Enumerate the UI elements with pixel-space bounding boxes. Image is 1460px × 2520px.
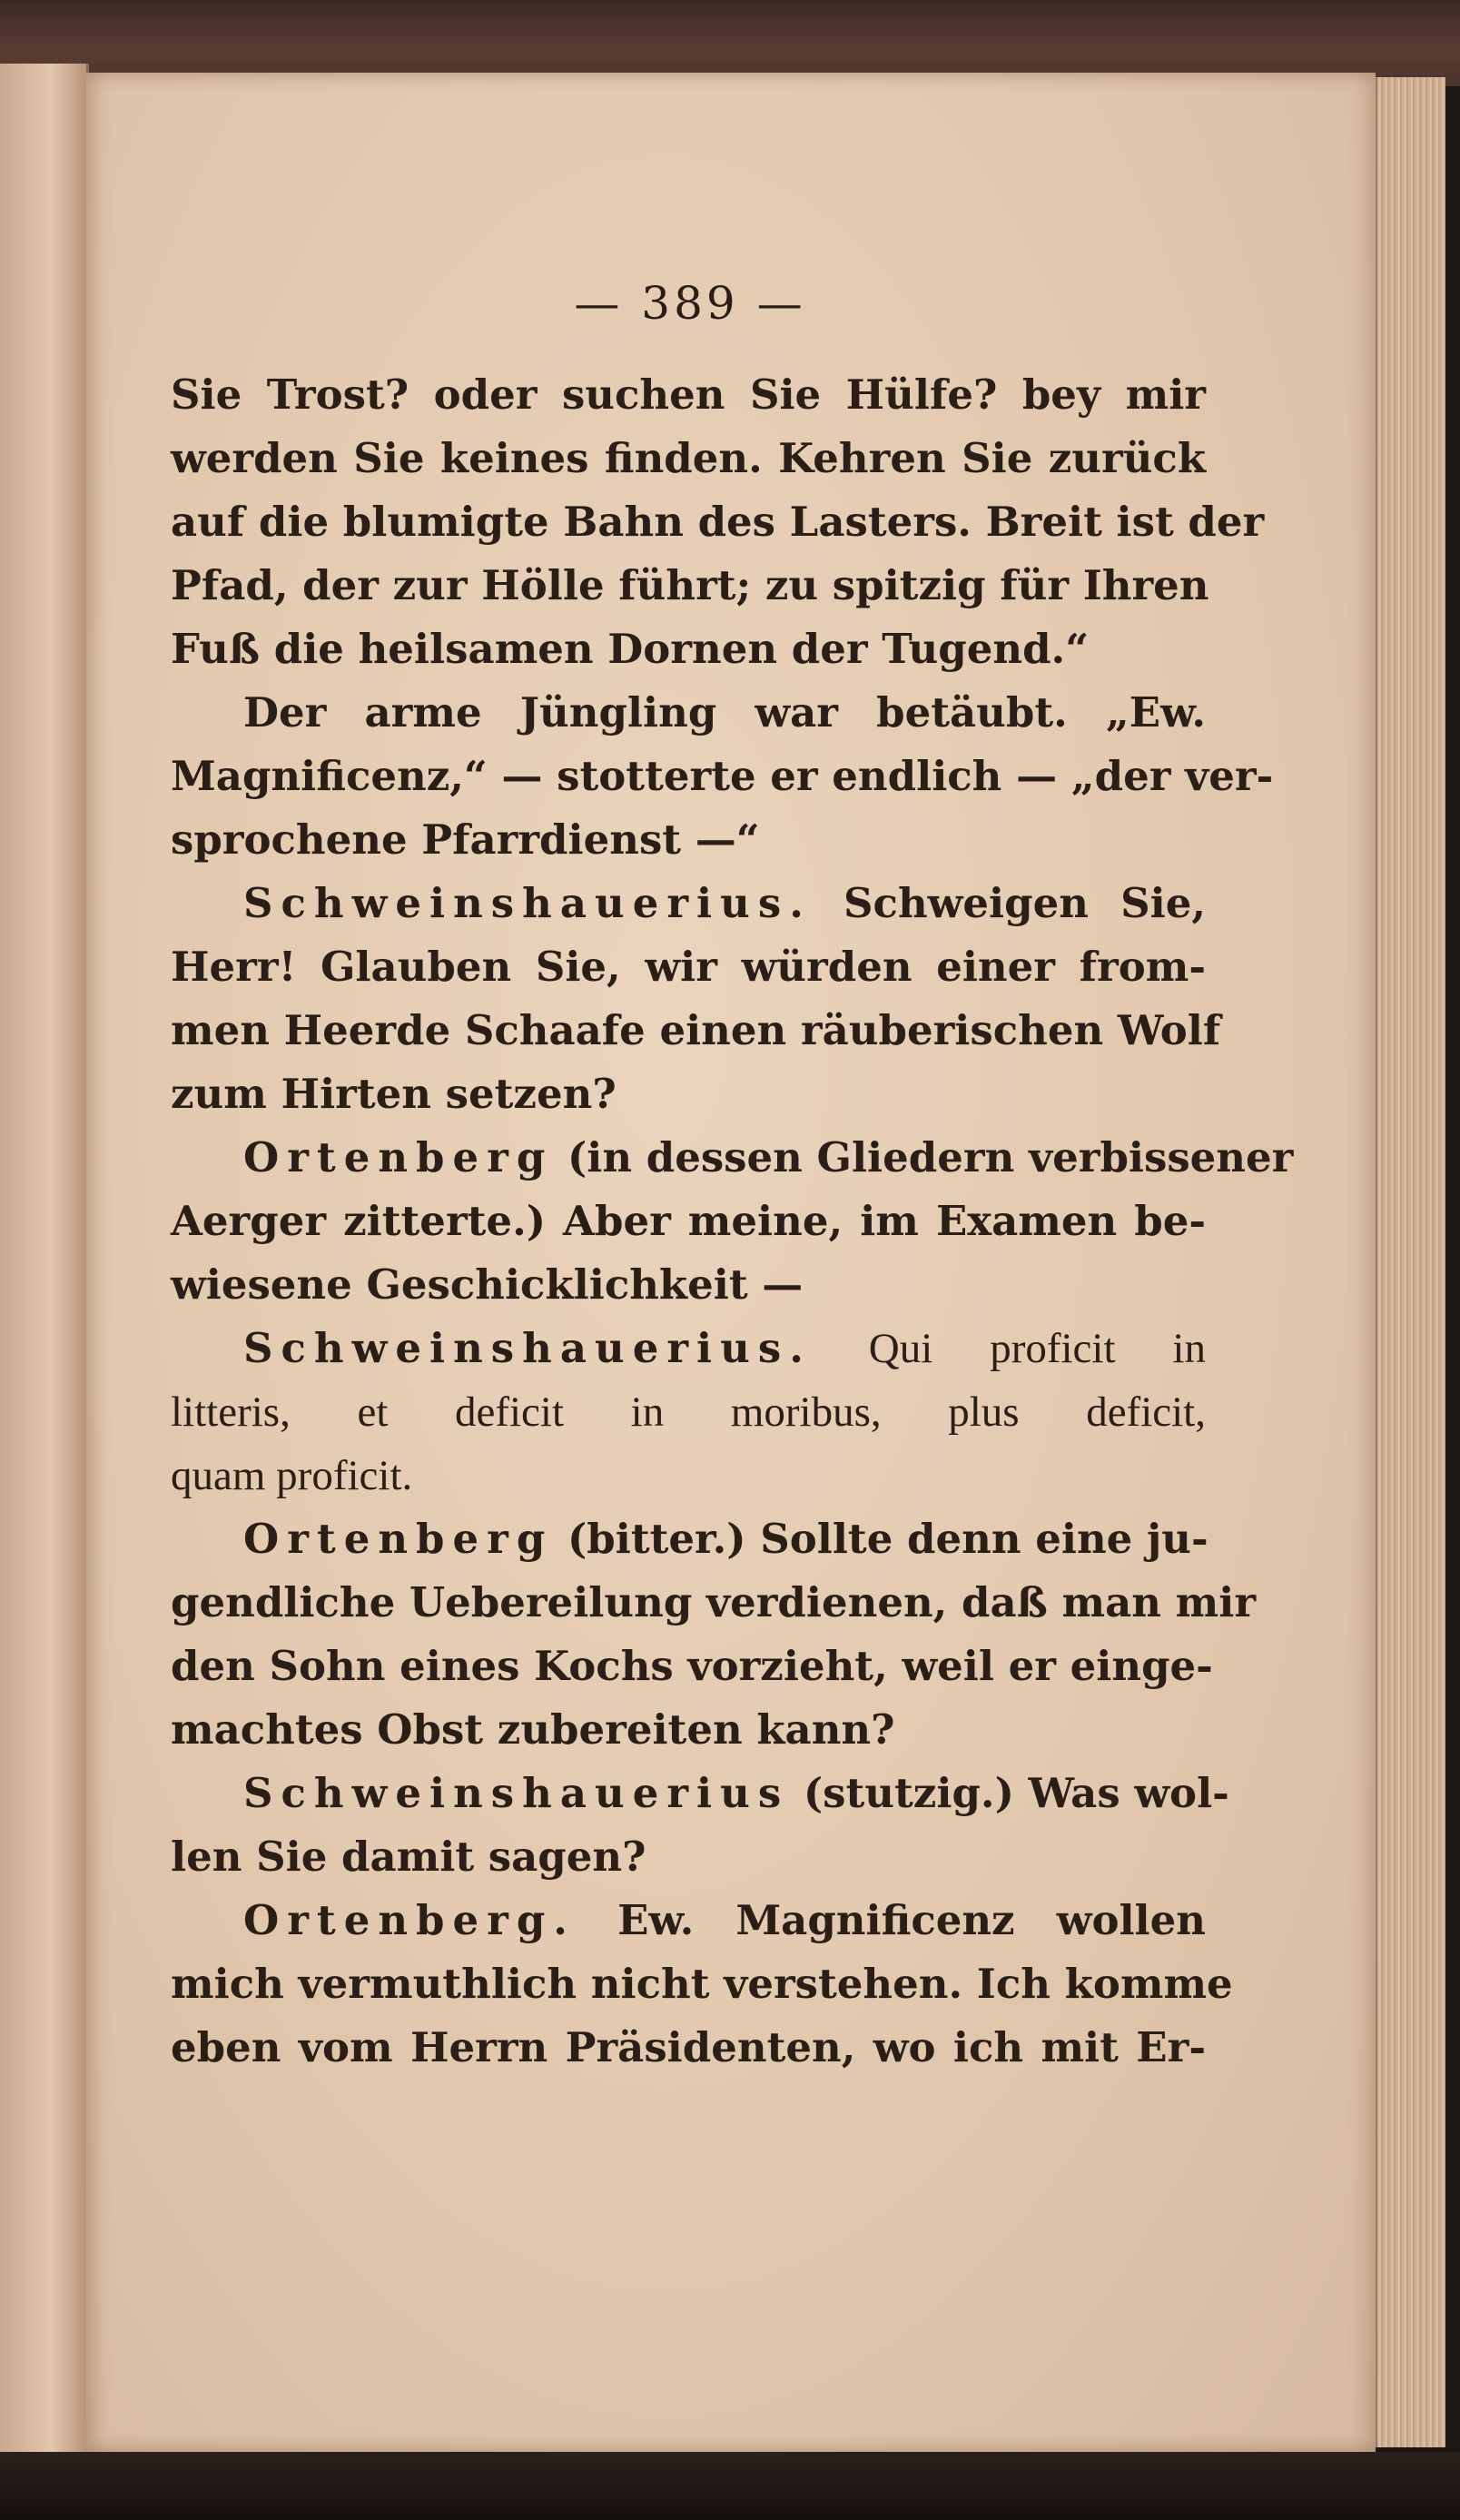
line-text: Aerger zitterte.) Aber meine, im Examen be- [171,1197,1206,1245]
line-text: Ew. Magnificenz wollen [575,1896,1206,1944]
text-line [171,1571,1257,1635]
speaker-name: Ortenberg. [243,1896,576,1944]
line-text: litteris, et deficit in moribus, plus deficit, [171,1388,1206,1436]
text-line [171,999,1221,1062]
text-line [171,1253,1206,1317]
line-text: zum Hirten setzen? [171,1070,617,1118]
line-text: gendliche Uebereilung verdienen, daß man mir [171,1578,1257,1626]
speaker-name: Schweinshauerius [243,1769,790,1817]
text-line [171,1952,1233,2016]
text-line [171,1698,1206,1762]
text-line [171,1889,1206,1952]
line-text: auf die blumigte Bahn des Lasters. Breit ist der [171,498,1265,546]
speaker-name: Schweinshauerius. [243,879,812,927]
text-line [171,745,1274,808]
text-line [171,554,1209,618]
line-text: Herr! Glauben Sie, wir würden einer from- [171,943,1206,991]
line-text: (stutzig.) Was wol- [789,1769,1229,1817]
text-line [171,363,1206,427]
line-text: Magnificenz,“ — stotterte er endlich — „der ver- [171,752,1274,800]
page-edges [1376,77,1445,2447]
text-line [171,1444,1206,1507]
line-text: Pfad, der zur Hölle führt; zu spitzig für Ihren [171,561,1209,609]
text-line [171,1635,1213,1698]
line-text: mich vermuthlich nicht verstehen. Ich komme [171,1960,1233,2008]
text-line [171,1380,1206,1444]
text-line [171,1507,1206,1571]
text-line [171,872,1206,935]
speaker-name: Ortenberg [243,1515,554,1563]
line-text: (in dessen Gliedern verbissener [553,1133,1294,1181]
text-line [171,1190,1206,1253]
text-line [171,427,1206,490]
text-line [171,1062,1206,1126]
speaker-name: Ortenberg [243,1133,554,1181]
text-line [171,2016,1206,2080]
previous-page-edge [0,64,89,2461]
line-text: machtes Obst zubereiten kann? [171,1705,895,1754]
text-line [171,935,1206,999]
text-line [171,808,1206,872]
page-number: — 389 — [574,277,806,330]
line-text: men Heerde Schaafe einen räuberischen Wolf [171,1006,1221,1054]
line-text: Fuß die heilsamen Dornen der Tugend.“ [171,625,1090,673]
line-text: Schweigen Sie, [811,879,1206,927]
line-text: den Sohn eines Kochs vorzieht, weil er einge- [171,1642,1213,1690]
speaker-name: Schweinshauerius. [243,1324,812,1372]
line-text: Der arme Jüngling war betäubt. „Ew. [243,688,1206,736]
line-text: werden Sie keines finden. Kehren Sie zurück [171,434,1206,482]
line-text: Sie Trost? oder suchen Sie Hülfe? bey mir [171,371,1206,419]
line-text: len Sie damit sagen? [171,1833,646,1881]
line-text: quam proficit. [171,1452,413,1499]
book-bottom-edge [0,2452,1460,2520]
line-text: Qui proficit in [811,1325,1206,1372]
line-text: wiesene Geschicklichkeit — [171,1260,804,1309]
text-line [171,1317,1206,1380]
text-line [171,681,1206,745]
text-line [171,618,1206,681]
text-line [171,1126,1294,1190]
text-line [171,490,1265,554]
page-text [171,363,1294,2080]
line-text: eben vom Herrn Präsidenten, wo ich mit Er- [171,2023,1206,2071]
line-text: sprochene Pfarrdienst —“ [171,815,760,864]
line-text: (bitter.) Sollte denn eine ju- [553,1515,1208,1563]
text-line [171,1825,1206,1889]
text-line [171,1762,1229,1825]
